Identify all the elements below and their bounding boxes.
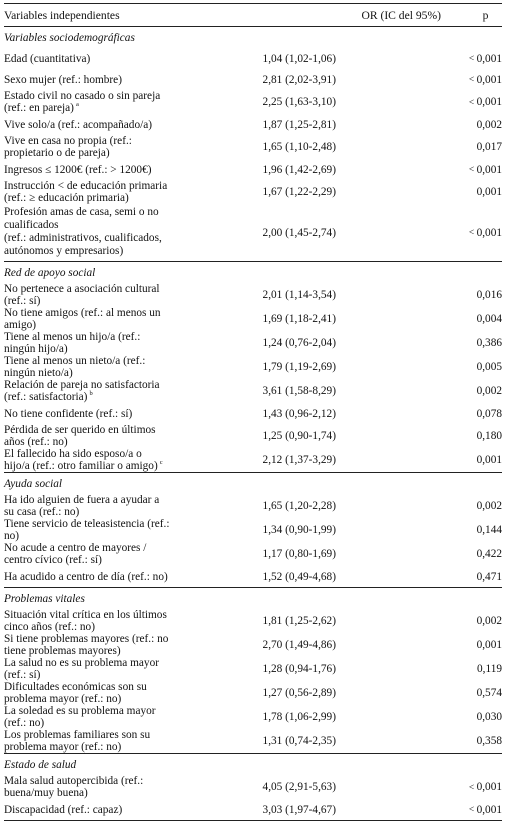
header-variables: Variables independientes [4,8,120,22]
or-value: 1,25 (0,90-1,74) [262,430,336,442]
p-cell [336,48,502,69]
variable-cell [4,307,170,331]
footnote-marker: a [75,100,79,108]
header-or: OR (IC del 95%) [361,8,441,22]
or-value: 1,27 (0,56-2,89) [262,687,336,699]
or-value: 2,70 (1,49-4,86) [262,639,336,651]
table-row [4,331,502,355]
or-value: 2,81 (2,02-3,91) [262,73,336,86]
variable-label: Tiene al menos un nieto/a (ref.: ningún nieto/a) [4,355,146,379]
less-than-sign: < [468,228,477,238]
table-row [4,681,502,705]
p-cell [336,799,502,820]
or-value: 2,00 (1,45-2,74) [262,226,336,239]
p-value: 0,001 [476,73,502,86]
or-value: 1,04 (1,02-1,06) [262,52,336,65]
variable-cell [4,542,170,566]
or-value: 3,03 (1,97-4,67) [262,803,336,816]
table-row [4,379,502,403]
variable-cell [4,135,170,159]
variable-cell [4,705,170,729]
variable-label: Situación vital crítica en los últimos cinco años (ref.: no) [4,609,167,633]
or-value: 1,52 (0,49-4,68) [262,570,336,583]
variable-cell [4,180,170,204]
variable-cell [4,90,170,114]
variable-label: Profesión amas de casa, semi o no cualificados [4,206,159,231]
section-title: Ayuda social [4,473,502,495]
less-than-sign: < [468,97,477,108]
variable-label: Instrucción < de educación primaria (ref.: ≥ educación primaria) [4,180,168,204]
p-cell [336,518,502,542]
variable-label: La salud no es su problema mayor (ref.: sí) [4,657,159,681]
variable-label: Vive en casa no propia (ref.: propietario o de pareja) [4,135,132,159]
variable-cell [4,681,170,705]
p-cell [336,681,502,705]
table-row [4,775,502,799]
p-value: 0,119 [477,663,502,675]
table-row [4,633,502,657]
variable-label: Sexo mujer (ref.: hombre) [4,73,122,86]
section-header-row [4,27,502,48]
p-cell [336,494,502,518]
variable-label: No tiene confidente (ref.: sí) [4,407,133,420]
section-header-row [4,754,502,776]
or-value: 1,96 (1,42-2,69) [262,163,336,176]
less-than-sign: < [468,782,477,793]
table-row [4,90,502,114]
variable-cell [4,657,170,681]
table-row [4,159,502,180]
section-title: Estado de salud [4,754,502,776]
variable-cell [4,379,170,403]
or-value: 1,67 (1,22-2,29) [262,186,336,198]
table-row [4,729,502,754]
p-value: 0,144 [476,524,502,536]
less-than-sign: < [468,805,477,815]
section-header-row [4,473,502,495]
section-title: Variables sociodemográficas [4,31,135,44]
or-value: 1,69 (1,18-2,41) [262,313,336,325]
table-row [4,69,502,90]
variable-cell [4,355,170,379]
variable-cell [4,566,170,588]
p-value: 0,001 [476,186,502,198]
p-value: 0,001 [476,163,502,176]
variable-cell [4,799,170,820]
p-cell [336,609,502,633]
p-cell [336,307,502,331]
p-value: 0,017 [476,141,502,153]
table-row [4,518,502,542]
p-cell [336,566,502,588]
table-row [4,204,502,262]
p-cell [336,424,502,448]
p-value: 0,002 [476,118,502,131]
p-value: 0,386 [476,337,502,349]
p-value: 0,574 [476,687,502,699]
p-cell [336,159,502,180]
table-row [4,355,502,379]
variable-label: Vive solo/a (ref.: acompañado/a) [4,118,153,131]
variable-label: No pertenece a asociación cultural (ref.: sí) [4,283,160,307]
table-row [4,135,502,159]
p-value: 0,471 [476,570,502,583]
p-value: 0,180 [476,430,502,442]
or-value: 1,87 (1,25-2,81) [262,118,336,131]
variable-cell [4,424,170,448]
variable-label: Dificultades económicas son su problema mayor (ref.: no) [4,681,147,705]
or-value: 1,78 (1,06-2,99) [262,711,336,723]
p-value: 0,002 [476,500,502,512]
or-value: 3,61 (1,58-8,29) [262,385,336,397]
less-than-sign: < [468,75,477,85]
p-value: 0,001 [476,454,502,466]
variable-cell [4,518,170,542]
p-cell [336,283,502,307]
variable-cell [4,283,170,307]
variable-cell [4,159,170,180]
p-cell [336,90,502,114]
table-row [4,705,502,729]
table-row [4,283,502,307]
variable-cell [4,114,170,135]
p-value: 0,422 [476,548,502,560]
variable-cell [4,609,170,633]
table-row [4,609,502,633]
p-cell [336,705,502,729]
variable-cell [4,633,170,657]
variable-label: La soledad es su problema mayor (ref.: no) [4,705,156,729]
variable-cell [4,69,170,90]
table-row [4,180,502,204]
variable-label: Mala salud autopercibida (ref.: buena/muy buena) [4,775,144,799]
table-row [4,424,502,448]
variable-label: Ha acudido a centro de día (ref.: no) [4,570,168,583]
section-header-row [4,588,502,610]
less-than-sign: < [468,54,477,64]
or-value: 1,24 (0,76-2,04) [262,337,336,349]
p-value: 0,001 [476,96,502,108]
variable-label: Relación de pareja no satisfactoria (ref.: satisfactoria) [4,379,160,403]
section-header-row [4,262,502,284]
or-value: 1,79 (1,19-2,69) [262,361,336,373]
variable-label: No tiene amigos (ref.: al menos un amigo) [4,307,161,331]
variable-label: Los problemas familiares son su problema mayor (ref.: no) [4,729,151,753]
p-cell [336,633,502,657]
p-cell [336,204,502,262]
variable-label: Estado civil no casado o sin pareja (ref.: en pareja) [4,90,161,114]
p-value: 0,358 [476,735,502,747]
p-value: 0,001 [476,803,502,816]
section-title: Red de apoyo social [4,262,502,284]
p-cell [336,69,502,90]
table-row [4,542,502,566]
variable-label: Ingresos ≤ 1200€ (ref.: > 1200€) [4,163,152,176]
footnote-marker: c [159,458,163,466]
p-value: 0,030 [476,711,502,723]
table-row [4,448,502,473]
variable-cell [4,48,170,69]
table-row [4,657,502,681]
variable-label: Pérdida de ser querido en últimos años (ref.: no) [4,424,156,448]
table-row [4,307,502,331]
p-value: 0,002 [476,615,502,627]
p-cell [336,355,502,379]
variable-label: Tiene al menos un hijo/a (ref.: ningún hijo/a) [4,331,141,355]
section-title: Problemas vitales [4,588,502,610]
or-value: 4,05 (2,91-5,63) [262,781,336,793]
p-value: 0,002 [476,385,502,397]
p-value: 0,001 [476,639,502,651]
or-value: 1,17 (0,80-1,69) [262,548,336,560]
variable-label: Edad (cuantitativa) [4,52,91,65]
footnote-marker: b [89,389,93,397]
or-value: 2,25 (1,63-3,10) [262,96,336,108]
or-value: 1,43 (0,96-2,12) [262,407,336,420]
p-cell [336,448,502,473]
variable-label: Si tiene problemas mayores (ref.: no tiene problemas mayores) [4,633,169,657]
variable-cell [4,448,170,473]
variable-cell [4,403,170,424]
table-header [4,4,506,26]
or-value: 1,28 (0,94-1,76) [262,663,336,675]
p-value: 0,001 [476,781,502,793]
table-row [4,494,502,518]
variable-label: El fallecido ha sido esposo/a o hijo/a (ref.: otro familiar o amigo) [4,448,158,472]
p-cell [336,403,502,424]
variable-label-continued: (ref.: administrativos, cualificados, autónomos y empresarios) [4,232,162,257]
p-cell [336,331,502,355]
or-value: 1,31 (0,74-2,35) [262,735,336,747]
table-row [4,799,502,820]
p-cell [336,180,502,204]
p-value: 0,005 [476,361,502,373]
p-value: 0,004 [476,313,502,325]
variable-label: No acude a centro de mayores / centro cívico (ref.: sí) [4,542,147,566]
header-p: p [482,8,489,22]
p-cell [336,775,502,799]
variable-cell [4,494,170,518]
p-cell [336,657,502,681]
p-cell [336,729,502,754]
variable-cell [4,204,170,262]
or-value: 1,65 (1,20-2,28) [262,500,336,512]
table-row [4,114,502,135]
or-value: 1,34 (0,90-1,99) [262,524,336,536]
p-value: 0,078 [476,407,502,420]
table-body [4,27,502,820]
p-cell [336,379,502,403]
p-cell [336,135,502,159]
variable-cell [4,775,170,799]
table-row [4,48,502,69]
variable-label: Ha ido alguien de fuera a ayudar a su casa (ref.: no) [4,494,160,518]
variable-cell [4,729,170,754]
or-value: 2,12 (1,37-3,29) [262,454,336,466]
p-value: 0,001 [476,226,502,239]
p-value: 0,001 [476,52,502,65]
variable-cell [4,331,170,355]
variable-label: Discapacidad (ref.: capaz) [4,803,123,816]
table-row [4,403,502,424]
p-cell [336,114,502,135]
table-row [4,566,502,588]
or-value: 1,65 (1,10-2,48) [262,141,336,153]
p-value: 0,016 [476,289,502,301]
variable-label: Tiene servicio de teleasistencia (ref.: no) [4,518,170,542]
less-than-sign: < [468,165,477,175]
or-value: 1,81 (1,25-2,62) [262,615,336,627]
p-cell [336,542,502,566]
or-value: 2,01 (1,14-3,54) [262,289,336,301]
